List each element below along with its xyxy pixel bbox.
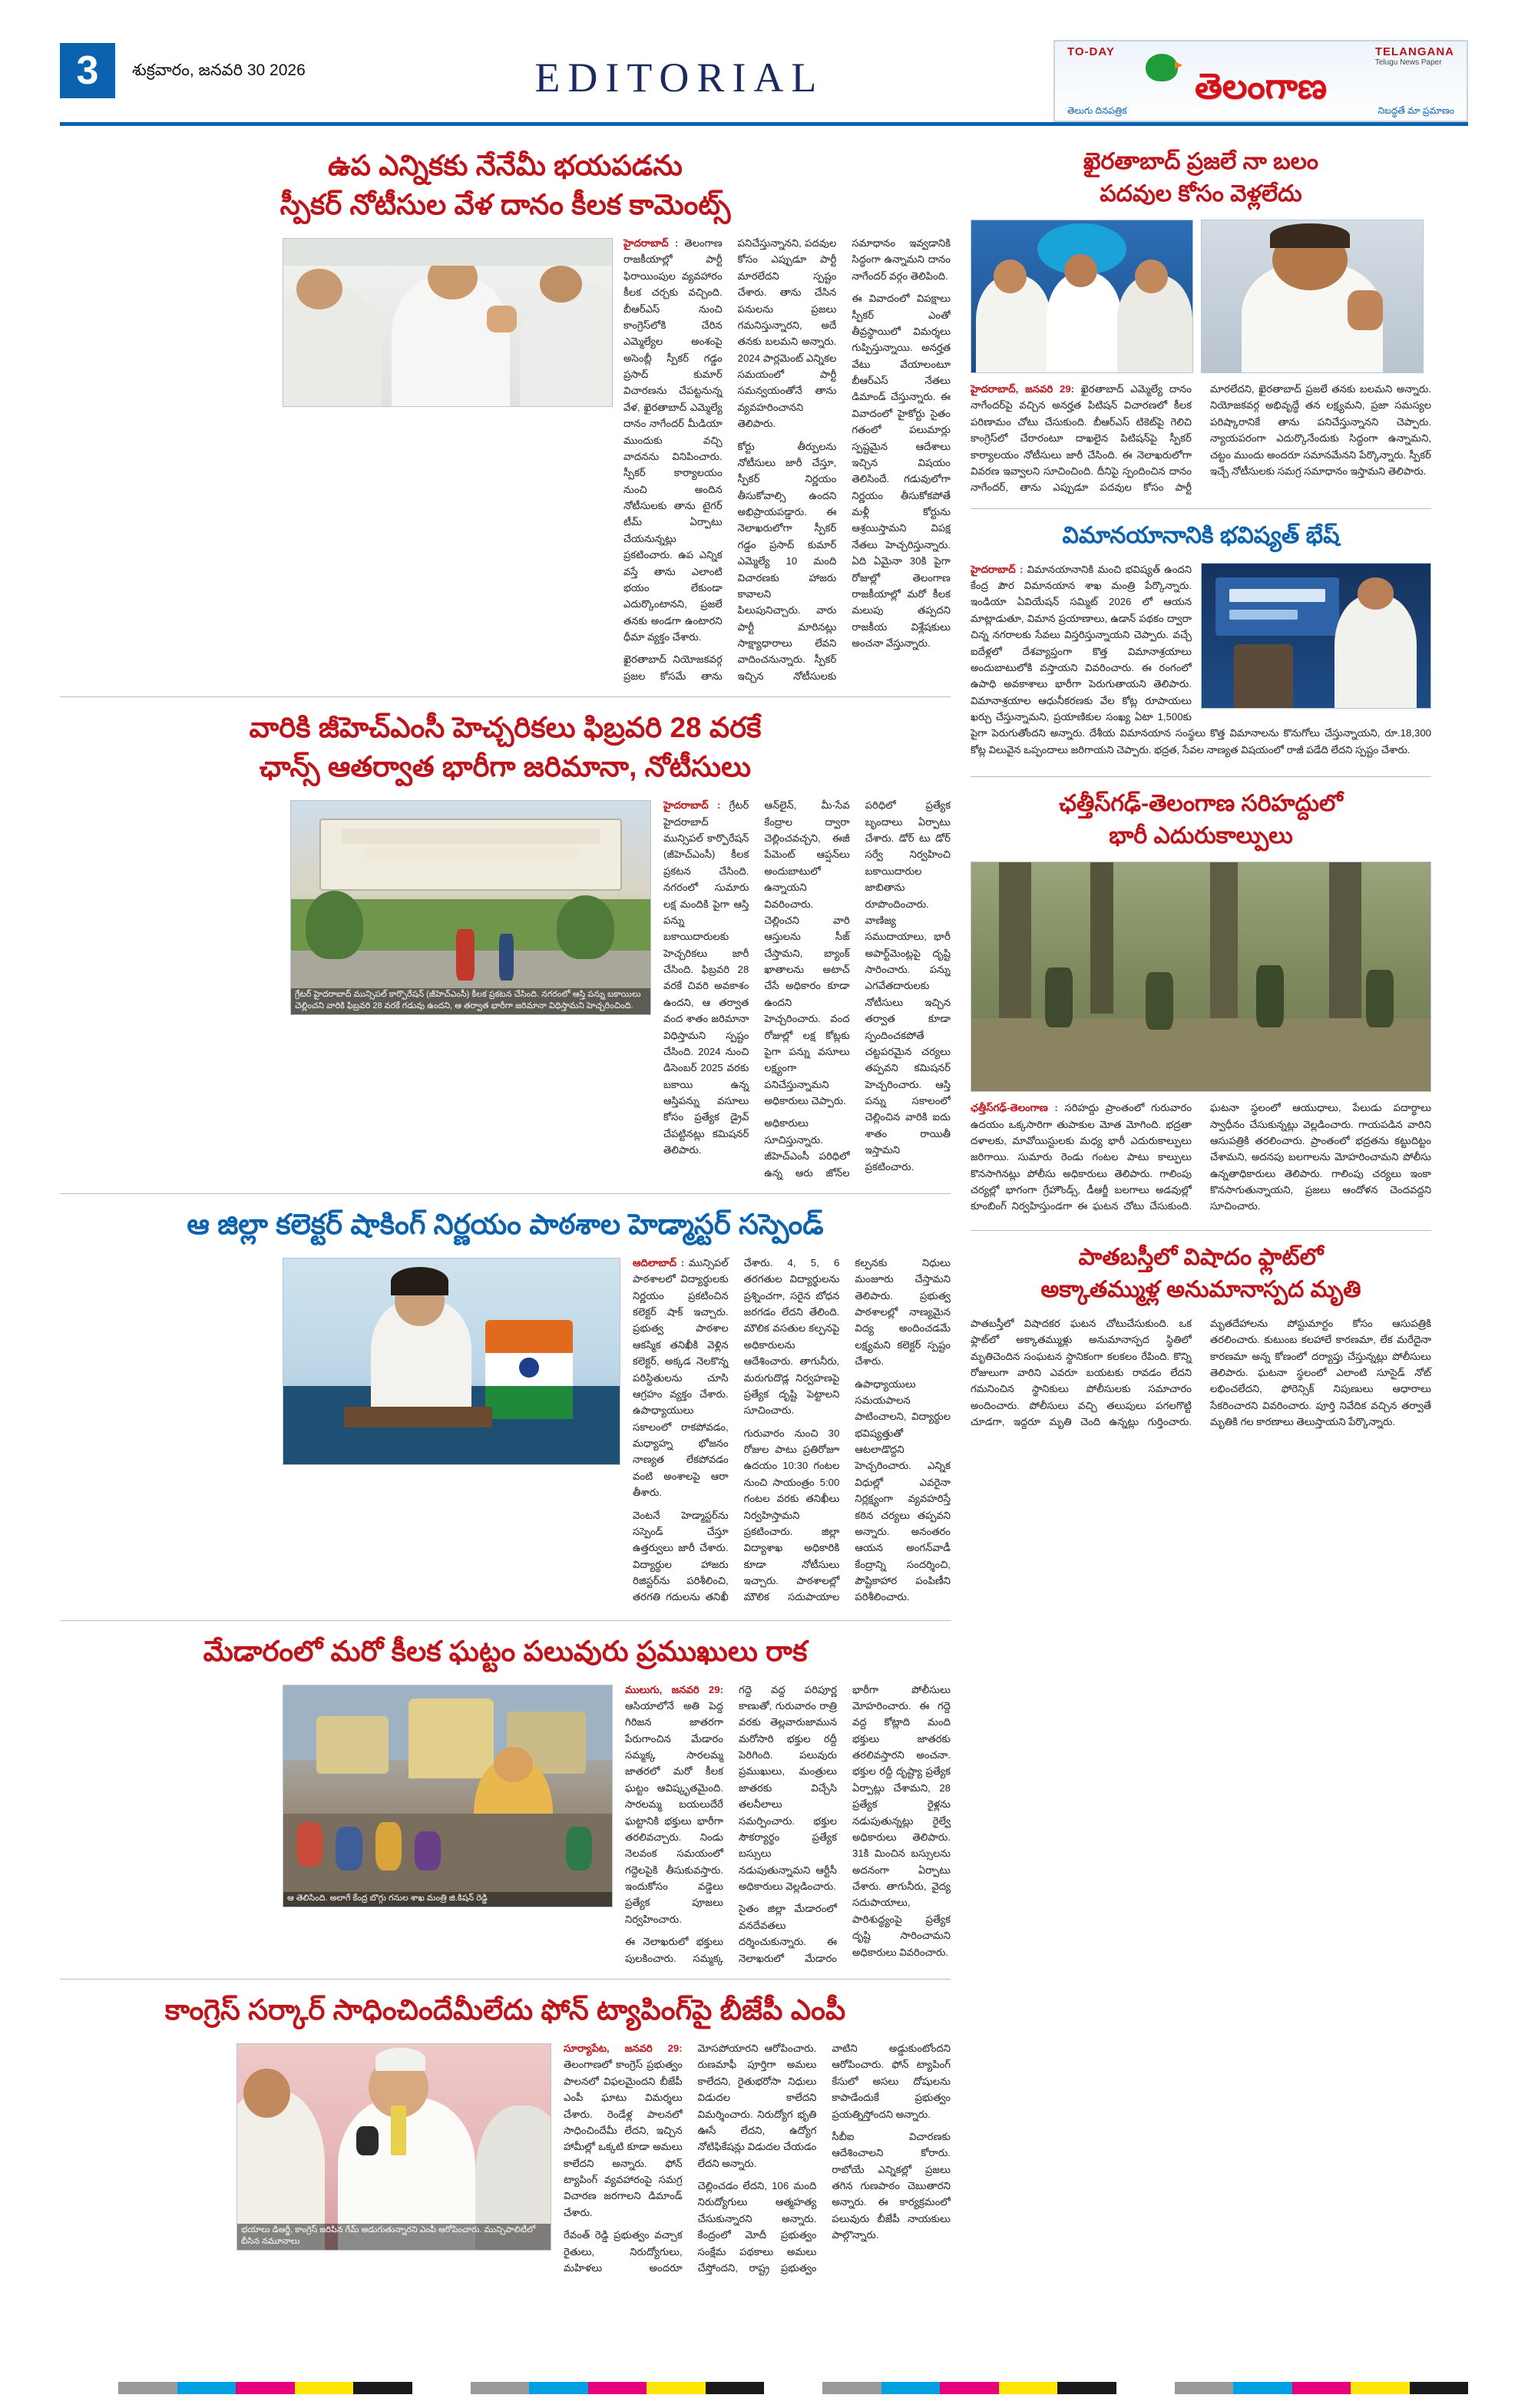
dateline: హైదరాబాద్, జనవరి 29:: [971, 383, 1075, 395]
article-photo: [1201, 563, 1431, 709]
color-swatch-4: [295, 2382, 353, 2394]
color-swatch-10: [647, 2382, 705, 2394]
logo-top-left: TO-DAY: [1067, 45, 1115, 58]
dateline: ఛత్తీస్‌గఢ్-తెలంగాణ :: [971, 1102, 1058, 1114]
headline: మేడారంలో మరో కీలక ఘట్టం పలువురు ప్రముఖులు రాక: [203, 1635, 808, 1667]
page-number: 3: [60, 43, 115, 98]
article-photo-portrait: [1201, 220, 1424, 373]
color-swatch-18: [1116, 2382, 1175, 2394]
color-swatch-16: [999, 2382, 1057, 2394]
headline: [60, 146, 951, 224]
color-swatch-12: [764, 2382, 822, 2394]
color-swatch-11: [706, 2382, 764, 2394]
body-paragraph-1: పాతబస్తీలో విషాదకర ఘటన చోటుచేసుకుంది. ఒక ఫ్లాట్‌లో అక్కాతమ్ముళ్లు అనుమానాస్పద స్థితిలో మృతిచెందిన సంఘటన స్థానికంగా కలకలం రేపింది. కొన్ని రోజులుగా వారిని ఎవరూ బయటకు రావడం లేదని గమనించిన స్థానికులు పోలీసులకు సమాచారం అందించారు. పోలీసులు వచ్చి తలుపులు పగలగొట్టి చూడగా, ఇద్దరూ మృతి చెంది ఉన్నట్లు గుర్తించారు. మృతదేహాలను పోస్టుమార్టం కోసం ఆసుపత్రికి తరలించారు. కుటుంబ కలహాలే కారణమా, లేక మరేదైనా కారణమా అన్న కోణంలో దర్యాప్తు చేస్తున్నట్లు పోలీసులు తెలిపారు. ఘటనా స్థలంలో ఎలాంటి సూసైడ్ నోట్ లభించలేదని, ఫోరెన్సిక్ నిపుణులు ఆధారాలు సేకరించారని వివరించారు. పూర్తి నివేదిక వచ్చిన తర్వాతే మృతికి గల కారణాలు తెలుస్తాయని పేర్కొన్నారు.: [971, 1317, 1431, 1427]
color-swatch-17: [1057, 2382, 1116, 2394]
photo-caption: గ్రేటర్ హైదరాబాద్ మున్సిపల్ కార్పొరేషన్ (జీహెచ్ఎంసీ) కీలక ప్రకటన చేసింది. నగరంలో ఆస్తి పన్ను బకాయిలు చెల్లించని వారికి ఫిబ్రవరి 28 వరకే గడువు ఉందని, ఆ తర్వాత భారీగా జరిమానా విధిస్తామని హెచ్చరించింది.: [291, 988, 650, 1014]
article-photo: [290, 800, 651, 1015]
dateline: హైదరాబాద్ :: [623, 237, 679, 250]
color-swatch-21: [1292, 2382, 1351, 2394]
headline-line-1: ఛత్తీస్‌గఢ్-తెలంగాణ సరిహద్దులో: [1059, 791, 1343, 817]
body-paragraph-3: కోర్టు తీర్పులను నోటీసులు జారీ చేస్తూ, స్పీకర్ నిర్ణయం తీసుకోవాల్సి ఉందని అభిప్రాయపడ్డారు. ఈ నెలాఖరులోగా స్పీకర్ గడ్డం ప్రసాద్ కుమార్ ఎమ్మెల్యే 10 మంది విచారణకు హాజరు కావాలని పిలుపునిచ్చారు. వారు పార్టీ మారినట్లు సాక్ష్యాధారాలు లేవని వాదించనున్నారు. స్పీకర్ ఇచ్చిన నోటీసులకు సమాధానం ఇవ్వడానికి సిద్ధంగా ఉన్నామని దానం నాగేందర్ వర్గం తెలిపింది.: [737, 237, 951, 682]
headline: ఆ జిల్లా కలెక్టర్ షాకింగ్ నిర్ణయం పాఠశాల హెడ్మాస్టర్ సస్పెండ్: [187, 1208, 824, 1240]
newspaper-logo: [1053, 40, 1468, 122]
body-paragraph-3: సైతం జిల్లా మేడారంలో వనదేవతలు దర్శించుకున్నారు. ఈ నెలాఖరులో మేడారం భారీగా పోలీసులు మోహరించారు. ఈ గద్దె వద్ద కోట్లాది మంది భక్తులు జాతరకు తరలివస్తారని అంచనా. భక్తుల రద్దీ దృష్ట్యా ప్రత్యేక ఏర్పాట్లు చేశామని, 28 ప్రత్యేక రైళ్లను నడుపుతున్నట్లు రైల్వే అధికారులు తెలిపారు. 31కి మించిన బస్సులను అదనంగా ఏర్పాటు చేశారు. తాగునీరు, వైద్య సదుపాయాలు, పారిశుద్ధ్యంపై ప్రత్యేక దృష్టి సారించామని అధికారులు వివరించారు.: [739, 1683, 951, 1964]
body-paragraph-1: గ్రేటర్ హైదరాబాద్ మున్సిపల్ కార్పొరేషన్ (జీహెచ్ఎంసీ) కీలక ప్రకటన చేసింది. నగరంలో సుమారు లక్ష మందికి పైగా ఆస్తి పన్ను బకాయిదారులకు హెచ్చరికలు జారీ చేసింది. ఫిబ్రవరి 28 వరకే చివరి అవకాశం ఉందని, ఆ తర్వాత వంద శాతం జరిమానా విధిస్తామని స్పష్టం చేసింది. 2024 నుంచి డిసెంబర్ 2025 వరకు బకాయి ఉన్న ఆస్తిపన్ను వసూలు కోసం ప్రత్యేక డ్రైవ్ చేపట్టినట్లు కమిషనర్ తెలిపారు.: [663, 799, 749, 1156]
right-column: [971, 146, 1431, 2287]
divider: [971, 508, 1431, 509]
body-paragraph-1: తెలంగాణలో కాంగ్రెస్ ప్రభుత్వం పాలనలో విఫలమైందని బీజేపీ ఎంపీ ఘాటు విమర్శలు చేశారు. రెండేళ్ల పాలనలో సాధించిందేమీ లేదని, ఇచ్చిన హామీల్లో ఒక్కటి కూడా అమలు కాలేదని అన్నారు. ఫోన్ ట్యాపింగ్ వ్యవహారంపై సమగ్ర విచారణ జరగాలని డిమాండ్ చేశారు.: [564, 2059, 683, 2218]
color-swatch-3: [236, 2382, 294, 2394]
headline: [971, 788, 1431, 852]
body-paragraph-2: ఖైరతాబాద్ నియోజకవర్గ ప్రజల కోసమే తాను పనిచేస్తున్నానని, పదవుల కోసం ఎప్పుడూ పార్టీ మారలేదని స్పష్టం చేశారు. తాను చేసిన పనులను ప్రజలు గమనిస్తున్నారని, అదే తనకు బలమని అన్నారు. 2024 పార్లమెంట్ ఎన్నికల సమయంలో పార్టీ సమన్వయంతోనే తాను వ్యవహరించానని తెలిపారు.: [623, 237, 837, 682]
headline-line-1: ఖైరతాబాద్ ప్రజలే నా బలం: [1083, 149, 1319, 174]
article-body: [971, 1315, 1431, 1434]
article-khairatabad: [971, 146, 1431, 496]
article-body: [623, 235, 951, 684]
body-paragraph-2: రేవంత్ రెడ్డి ప్రభుత్వం వచ్చాక రైతులు, నిరుద్యోగులు, మహిళలు అందరూ మోసపోయారని ఆరోపించారు. రుణమాఫీ పూర్తిగా అమలు కాలేదని, రైతుభరోసా నిధులు విడుదల కాలేదని విమర్శించారు. నిరుద్యోగ భృతి ఊసే లేదని, ఉద్యోగ నోటిఫికేషన్లు విడుదల చేయడం లేదని అన్నారు.: [564, 2043, 817, 2274]
article-bjp: [60, 1990, 951, 2276]
logo-bottom-left: తెలుగు దినపత్రిక: [1067, 105, 1127, 116]
parrot-icon: [1146, 54, 1178, 81]
body-paragraph-1: విమానయానానికి మంచి భవిష్యత్ ఉందని కేంద్ర పౌర విమానయాన శాఖ మంత్రి పేర్కొన్నారు. ఇండియా ఏవియేషన్ సమ్మిట్ 2026 లో ఆయన మాట్లాడుతూ, విమాన ప్రయాణాలు, ఉడాన్ పథకం ద్వారా చిన్న నగరాలకు సేవలు విస్తరిస్తున్నాయని చెప్పారు. వచ్చే ఐదేళ్లలో దేశవ్యాప్తంగా కొత్త విమానాశ్రయాలు అందుబాటులోకి వస్తాయని వివరించారు. ఈ రంగంలో ఉపాధి అవకాశాలు భారీగా పెరుగుతాయని తెలిపారు. విమానాశ్రయాల ఆధునీకరణకు వేల కోట్ల రూపాయలు ఖర్చు చేస్తున్నామని, ప్రయాణికుల సంఖ్య ఏటా 1,500కు పైగా పెరుగుతోందని అన్నారు. దేశీయ విమానయాన సంస్థలు కొత్త విమానాలను కొనుగోలు చేస్తున్నాయని, రూ.18,300 కోట్ల విలువైన ఒప్పందాలు జరిగాయని చెప్పారు. భద్రత, సేవల నాణ్యత విషయంలో రాజీ పడేది లేదని స్పష్టం చేశారు.: [971, 563, 1431, 756]
logo-top-right-sub: Telugu News Paper: [1374, 58, 1442, 67]
photo-forest-patrol: [971, 862, 1430, 1091]
page-content: [60, 146, 1468, 2287]
article-lead: [60, 146, 951, 684]
divider: [971, 776, 1431, 777]
body-paragraph-1: సరిహద్దు ప్రాంతంలో గురువారం ఉదయం ఒక్కసారిగా తుపాకుల మోత మోగింది. భద్రతా దళాలకు, మావోయిస్టులకు మధ్య భారీ ఎదురుకాల్పులు జరిగాయి. సుమారు రెండు గంటల పాటు కాల్పులు కొనసాగినట్లు పోలీసు అధికారులు తెలిపారు. గాలింపు చర్యల్లో భాగంగా గ్రేహౌండ్స్, డీఆర్జీ బలగాలు అడవుల్లో కూంబింగ్ నిర్వహిస్తుండగా ఈ ఘటన చోటు చేసుకుంది. ఘటనా స్థలంలో ఆయుధాలు, పేలుడు పదార్థాలు స్వాధీనం చేసుకున్నట్లు వెల్లడించారు. గాయపడిన వారిని ఆసుపత్రికి తరలించారు. ప్రాంతంలో భద్రతను కట్టుదిట్టం చేశామని, అదనపు బలగాలను మోహరించామని పోలీసు ఉన్నతాధికారులు తెలిపారు. గాలింపు చర్యలు ఇంకా కొనసాగుతున్నాయని, ప్రజలు ఆందోళన చెందవద్దని సూచించారు.: [971, 1102, 1431, 1212]
headline-line-2: ఛాన్స్ ఆతర్వాత భారీగా జరిమానా, నోటీసులు: [259, 751, 752, 783]
headline: [971, 1242, 1431, 1306]
divider: [971, 1230, 1431, 1231]
article-ghmc: [60, 708, 951, 1181]
article-medaram: [60, 1632, 951, 1966]
dateline: హైదరాబాద్ :: [971, 563, 1024, 575]
color-swatch-6: [412, 2382, 471, 2394]
article-body: [663, 797, 951, 1181]
headline-line-1: పాతబస్తీలో విషాదం ఫ్లాట్‌లో: [1078, 1244, 1324, 1270]
body-paragraph-1: ఖైరతాబాద్ ఎమ్మెల్యే దానం నాగేందర్‌పై వచ్చిన అనర్హత పిటిషన్ విచారణలో కీలక పరిణామం చోటు చేసుకుంది. బీఆర్ఎస్ టికెట్‌పై గెలిచి కాంగ్రెస్‌లో చేరారంటూ దాఖలైన పిటిషన్‌పై స్పీకర్ కార్యాలయం నోటీసులు జారీ చేసింది. ఈ నెలాఖరులోగా వివరణ ఇవ్వాలని సూచించింది. దీనిపై స్పందించిన దానం నాగేందర్, తాను ఎప్పుడూ పదవుల కోసం పార్టీ మారలేదని, ఖైరతాబాద్ ప్రజలే తనకు బలమని అన్నారు. నియోజకవర్గ అభివృద్ధే తన లక్ష్యమని, ప్రజా సమస్యల పరిష్కారానికే తాను పనిచేస్తున్నానని చెప్పారు. న్యాయపరంగా ఎదుర్కొనేందుకు సిద్ధంగా ఉన్నామని, చట్టం ముందు అందరూ సమానమేనని పేర్కొన్నారు. స్పీకర్ ఇచ్చే నోటీసులకు సమగ్ర సమాధానం ఇస్తామని తెలిపారు.: [971, 383, 1431, 494]
body-paragraph-1: మున్సిపల్ పాఠశాలలో విద్యార్థులకు నిర్ణయం ప్రకటించిన కలెక్టర్ షాక్ ఇచ్చారు. ప్రభుత్వ పాఠశాల ఆకస్మిక తనిఖీకి వెళ్లిన కలెక్టర్, అక్కడ నెలకొన్న పరిస్థితులను చూసి ఆగ్రహం వ్యక్తం చేశారు. ఉపాధ్యాయులు సకాలంలో రాకపోవడం, మధ్యాహ్న భోజనం నాణ్యత లేకపోవడం వంటి అంశాలపై ఆరా తీశారు.: [633, 1256, 729, 1499]
divider: [60, 1620, 951, 1621]
color-swatch-15: [940, 2382, 998, 2394]
photo-aviation-summit: [1202, 564, 1430, 708]
dateline: సూర్యాపేట, జనవరి 29:: [564, 2043, 683, 2054]
color-swatch-2: [177, 2382, 236, 2394]
section-title: EDITORIAL: [534, 55, 825, 101]
divider: [60, 1193, 951, 1194]
photo-collector-office: [283, 1259, 620, 1464]
photo-caption: ఆ తెలిసింది. అలాగే కేంద్ర బొగ్గు గనుల శాఖ మంత్రి జి.కిషన్ రెడ్డి: [283, 1892, 612, 1907]
body-paragraph-4: ఈ వివాదంలో విపక్షాలు స్పీకర్ ఎంతో తీవ్రస్థాయిలో విమర్శలు గుప్పిస్తున్నాయి. అనర్హత వేటు వేయాలంటూ బీఆర్ఎస్ నేతలు డిమాండ్ చేస్తున్నారు. ఈ వివాదంలో హైకోర్టు సైతం గతంలో పలుమార్లు స్పష్టమైన ఆదేశాలు ఇచ్చిన విషయం తెలిసిందే. గడువులోగా నిర్ణయం తీసుకోకపోతే మళ్లీ కోర్టును ఆశ్రయిస్తామని విపక్ష నేతలు హెచ్చరిస్తున్నారు. ఏది ఏమైనా 30కి పైగా రోజుల్లో తెలంగాణ రాజకీయాల్లో మరో కీలక మలుపు తప్పదని రాజకీయ విశ్లేషకులు అంచనా వేస్తున్నారు.: [852, 293, 951, 650]
article-body: [625, 1682, 951, 1966]
headline: కాంగ్రెస్ సర్కార్ సాధించిందేమీలేదు ఫోన్ ట్యాపింగ్‌పై బీజేపీ ఎంపీ: [164, 1993, 846, 2026]
article-body: [971, 381, 1431, 496]
body-paragraph-4: ఉపాధ్యాయులు సమయపాలన పాటించాలని, విద్యార్థుల భవిష్యత్తుతో ఆటలాడొద్దని హెచ్చరించారు. ఎన్నిక విధుల్లో ఎవరైనా నిర్లక్ష్యంగా వ్యవహరిస్తే కఠిన చర్యలు తప్పవని అన్నారు. అనంతరం ఆయన అంగన్‌వాడీ కేంద్రాన్ని సందర్శించి, పౌష్టికాహార పంపిణీని పరిశీలించారు.: [855, 1378, 951, 1603]
article-body: [633, 1255, 951, 1608]
logo-bottom-right: నిబద్ధతే మా ప్రమాణం: [1378, 105, 1454, 116]
body-paragraph-2: వెంటనే హెడ్మాస్టర్‌ను సస్పెండ్ చేస్తూ ఉత్తర్వులు జారీ చేశారు. విద్యార్థుల హాజరు రిజిస్టర్‌ను పరిశీలించి, తరగతి గదులను తనిఖీ చేశారు. 4, 5, 6 తరగతుల విద్యార్థులను ప్రశ్నించగా, సరైన బోధన జరగడం లేదని తేలింది. మౌలిక వసతుల కల్పనపై అధికారులను ఆదేశించారు. తాగునీరు, మరుగుదొడ్ల నిర్వహణపై ప్రత్యేక దృష్టి పెట్టాలని సూచించారు.: [633, 1256, 840, 1603]
article-patabasti: [971, 1242, 1431, 1434]
article-border-encounter: [971, 788, 1431, 1218]
headline: [60, 708, 951, 786]
headline-line-2: పదవుల కోసం వెళ్లలేదు: [1100, 181, 1302, 207]
logo-top-right: TELANGANA: [1374, 45, 1454, 58]
article-photo: [283, 1685, 613, 1907]
color-swatch-7: [471, 2382, 529, 2394]
body-paragraph-1: ఆసియాలోనే అతి పెద్ద గిరిజన జాతరగా పేరుగాంచిన మేడారం సమ్మక్క సారలమ్మ జాతరలో మరో కీలక ఘట్టం ఆవిష్కృతమైంది. సారలమ్మ బయలుదేరే ఘట్టానికి భక్తులు భారీగా తరలివచ్చారు. నిండు నెలవంక సమయంలో గద్దెలపైకి తీసుకువస్తారు. ఇందుకోసం వడ్డెలు ప్రత్యేక పూజలు నిర్వహించారు.: [625, 1699, 723, 1925]
date-line: శుక్రవారం, జనవరి 30 2026: [132, 61, 306, 79]
logo-title: తెలంగాణ: [1194, 66, 1328, 106]
color-swatch-0: [60, 2382, 118, 2394]
photo-ghmc-building: [291, 801, 650, 1014]
article-photo-rally: [971, 220, 1193, 373]
masthead: [60, 40, 1468, 126]
article-body: [971, 1100, 1431, 1218]
headline-line-1: వారికి జీహెచ్ఎంసీ హెచ్చరికలు ఫిబ్రవరి 28 వరకే: [249, 712, 762, 744]
divider: [60, 696, 951, 697]
dateline: ఆదిలాబాద్ :: [633, 1256, 685, 1268]
body-paragraph-2: ఈ నెలాఖరులో భక్తులు పులకించారు. సమ్మక్క గద్దె వద్ద పరిపూర్ణ కాణుతో, గురువారం రాత్రి వరకు తెల్లవారుజామున మరోసారి భక్తుల రద్దీ పెరిగింది. పలువురు ప్రముఖులు, మంత్రులు జాతరకు విచ్చేసి తలనీలాలు సమర్పించారు. భక్తుల సౌకర్యార్థం ప్రత్యేక బస్సులు నడుపుతున్నామని ఆర్టీసీ అధికారులు వెల్లడించారు.: [625, 1683, 837, 1964]
color-swatch-19: [1175, 2382, 1233, 2394]
headline: [971, 146, 1431, 210]
headline-line-2: స్పీకర్ నోటీసుల వేళ దానం కీలక కామెంట్స్: [279, 189, 731, 221]
article-body: [564, 2040, 951, 2276]
dateline: హైదరాబాద్ :: [663, 799, 721, 812]
color-swatch-23: [1410, 2382, 1468, 2394]
photo-congress-rally: [971, 220, 1192, 372]
article-photo: [283, 1258, 620, 1465]
article-photo: [283, 238, 613, 407]
dateline: ములుగు, జనవరి 29:: [625, 1683, 723, 1695]
divider: [60, 1979, 951, 1980]
photo-politician-press-meet: [283, 239, 612, 406]
print-registration-color-bar: [60, 2382, 1468, 2394]
body-paragraph-3: చెల్లించడం లేదని, 106 మంది నిరుద్యోగులు ఆత్మహత్య చేసుకున్నారని అన్నారు. కేంద్రంలో మోదీ ప్రభుత్వం సంక్షేమ పథకాలు అమలు చేస్తోందని, రాష్ట్ర ప్రభుత్వం వాటిని అడ్డుకుంటోందని ఆరోపించారు. ఫోన్ ట్యాపింగ్ కేసులో అసలు దోషులను కాపాడేందుకే ప్రభుత్వం ప్రయత్నిస్తోందని అన్నారు.: [697, 2043, 951, 2274]
body-paragraph-1: తెలంగాణ రాజకీయాల్లో పార్టీ ఫిరాయింపుల వ్యవహారం కీలక చర్చకు వచ్చింది. బీఆర్ఎస్ నుంచి కాంగ్రెస్‌లోకి చేరిన ఎమ్మెల్యేల అంశంపై అసెంబ్లీ స్పీకర్ గడ్డం ప్రసాద్ కుమార్ విచారణను చేపట్టనున్న వేళ, ఖైరతాబాద్ ఎమ్మెల్యే దానం నాగేందర్ మీడియా ముందుకు వచ్చి వాదనను వినిపించారు. స్పీకర్ కార్యాలయం నుంచి అందిన నోటీసులకు తాను టైగర్ టీమ్ ఏర్పాటు చేయనున్నట్లు ప్రకటించారు. ఉప ఎన్నిక వస్తే తాను ఎలాంటి భయం లేకుండా ఎదుర్కొంటానని, ప్రజలే తనకు అండగా ఉంటారని ధీమా వ్యక్తం చేశారు.: [623, 237, 723, 643]
photo-danam-nagender: [1202, 220, 1423, 372]
color-swatch-9: [588, 2382, 647, 2394]
article-photo: [971, 862, 1431, 1092]
color-swatch-22: [1351, 2382, 1409, 2394]
headline-line-2: భారీ ఎదురుకాల్పులు: [1109, 823, 1293, 849]
article-collector: [60, 1205, 951, 1608]
color-swatch-5: [353, 2382, 412, 2394]
photo-bjp-mp-speech: [237, 2044, 551, 2250]
headline: విమానయానానికి భవిష్యత్ భేష్: [1062, 522, 1340, 548]
color-swatch-14: [881, 2382, 940, 2394]
body-paragraph-4: సీబీఐ విచారణకు ఆదేశించాలని కోరారు. రాబోయే ఎన్నికల్లో ప్రజలు తగిన గుణపాఠం చెబుతారని అన్నారు. ఈ కార్యక్రమంలో పలువురు బీజేపీ నాయకులు పాల్గొన్నారు.: [832, 2130, 951, 2241]
photo-medaram-jatara: [283, 1685, 612, 1907]
newspaper-page: [0, 40, 1528, 2408]
article-aviation: [971, 520, 1431, 765]
article-photo: [236, 2043, 551, 2251]
logo-bottom-row: [1055, 105, 1467, 118]
color-swatch-8: [529, 2382, 587, 2394]
logo-top-right-wrap: [1375, 45, 1454, 67]
color-swatch-1: [118, 2382, 177, 2394]
body-paragraph-3: గురువారం నుంచి 30 రోజుల పాటు ప్రతిరోజూ ఉదయం 10:30 గంటల నుంచి సాయంత్రం 5:00 గంటల వరకు తనిఖీలు నిర్వహిస్తామని ప్రకటించారు. జిల్లా విద్యాశాఖ అధికారికి కూడా నోటీసులు ఇచ్చారు. పాఠశాలల్లో మౌలిక సదుపాయాల కల్పనకు నిధులు మంజూరు చేస్తామని తెలిపారు. ప్రభుత్వ పాఠశాలల్లో నాణ్యమైన విద్య అందించడమే లక్ష్యమని కలెక్టర్ స్పష్టం చేశారు.: [743, 1256, 951, 1603]
photo-caption: భయాలు డిఆర్జీ, కాంగ్రెస్ జరిపిన గేమ్ అడుగుతున్నారని ఎంపీ ఆరోపించారు. మున్సిపాలిటీలో బీసిన నమూనాలు: [237, 2224, 551, 2250]
body-paragraph-2: ఆన్‌లైన్, మీ-సేవ కేంద్రాల ద్వారా చెల్లించవచ్చని, ఈజీ పేమెంట్ ఆప్షన్‌లు అందుబాటులో ఉన్నాయని వివరించారు. చెల్లించని వారి ఆస్తులను సీజ్ చేస్తామని, బ్యాంక్ ఖాతాలను అటాచ్ చేసే అధికారం కూడా ఉందని హెచ్చరించారు. వంద రోజుల్లో లక్ష కోట్లకు పైగా పన్ను వసూలు లక్ష్యంగా పనిచేస్తున్నామని అధికారులు చెప్పారు.: [764, 799, 850, 1107]
logo-top-row: [1055, 45, 1467, 67]
body-paragraph-3: అధికారులు సూచిస్తున్నారు. జీహెచ్ఎంసీ పరిధిలో ఉన్న ఆరు జోన్‌ల పరిధిలో ప్రత్యేక బృందాలు ఏర్పాటు చేశారు. డోర్ టు డోర్ సర్వే నిర్వహించి బకాయిదారుల జాబితాను రూపొందించారు. వాణిజ్య సముదాయాలు, భారీ అపార్ట్‌మెంట్లపై దృష్టి సారించారు. పన్ను ఎగవేతదారులకు నోటీసులు ఇచ్చిన తర్వాత కూడా స్పందించకపోతే చట్టపరమైన చర్యలు తప్పవని కమిషనర్ హెచ్చరించారు. ఆస్తి పన్ను సకాలంలో చెల్లించిన వారికి ఐదు శాతం రాయితీ ఇస్తామని ప్రకటించారు.: [764, 799, 951, 1179]
color-swatch-13: [822, 2382, 881, 2394]
left-column: [60, 146, 951, 2287]
color-swatch-20: [1233, 2382, 1292, 2394]
headline-line-2: అక్కాతమ్ముళ్ల అనుమానాస్పద మృతి: [1040, 1276, 1361, 1302]
headline-line-1: ఉప ఎన్నికకు నేనేమీ భయపడను: [328, 150, 683, 181]
